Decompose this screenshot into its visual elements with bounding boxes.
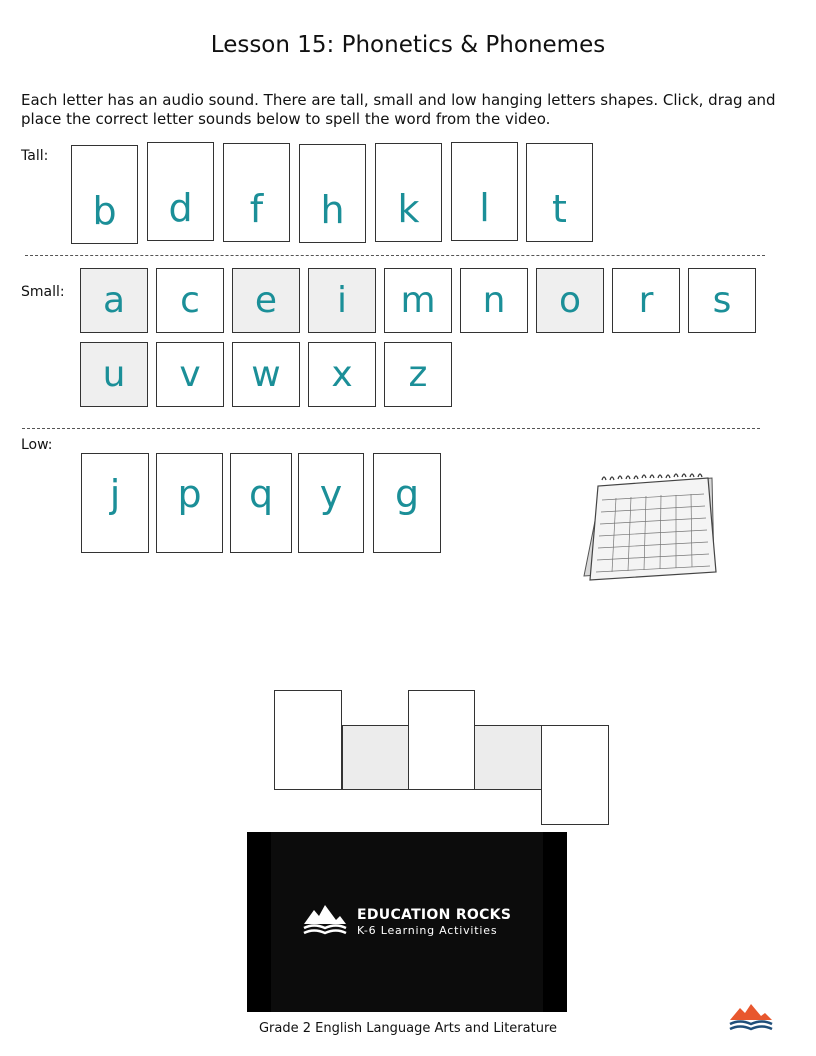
instructions-text: Each letter has an audio sound. There are tall, small and low hanging letters shapes. Click, drag and place the correct letter sounds below to spell the word from the video.: [21, 91, 776, 128]
desk-calendar-icon: [576, 468, 718, 586]
answer-slot-4[interactable]: [474, 725, 542, 790]
letter-tile-v[interactable]: v: [156, 342, 224, 407]
mountain-book-icon: [302, 902, 348, 936]
letter-tile-r[interactable]: r: [612, 268, 680, 333]
row-label-tall: Tall:: [21, 148, 49, 164]
letter-tile-s[interactable]: s: [688, 268, 756, 333]
letter-tile-d[interactable]: d: [147, 142, 214, 241]
row-divider: [22, 428, 760, 429]
letter-tile-p[interactable]: p: [156, 453, 223, 553]
letter-tile-h[interactable]: h: [299, 144, 366, 243]
answer-slot-2[interactable]: [342, 725, 409, 790]
letter-tile-l[interactable]: l: [451, 142, 518, 241]
letter-tile-k[interactable]: k: [375, 143, 442, 242]
letter-tile-t[interactable]: t: [526, 143, 593, 242]
letter-tile-g[interactable]: g: [373, 453, 441, 553]
letter-tile-n[interactable]: n: [460, 268, 528, 333]
answer-slot-5[interactable]: [541, 725, 609, 825]
row-divider: [25, 255, 765, 256]
letter-tile-w[interactable]: w: [232, 342, 300, 407]
mountain-logo-icon: [728, 1002, 774, 1032]
letter-tile-j[interactable]: j: [81, 453, 149, 553]
page-title: Lesson 15: Phonetics & Phonemes: [210, 32, 606, 58]
row-label-low: Low:: [21, 437, 53, 453]
video-brand-name: EDUCATION ROCKS: [357, 907, 512, 923]
answer-slot-3[interactable]: [408, 690, 475, 790]
letter-tile-u[interactable]: u: [80, 342, 148, 407]
letter-tile-m[interactable]: m: [384, 268, 452, 333]
video-player[interactable]: [247, 832, 567, 1012]
row-label-small: Small:: [21, 284, 65, 300]
letter-tile-b[interactable]: b: [71, 145, 138, 244]
footer-caption: Grade 2 English Language Arts and Literature: [258, 1021, 558, 1036]
letter-tile-x[interactable]: x: [308, 342, 376, 407]
letter-tile-e[interactable]: e: [232, 268, 300, 333]
answer-slot-1[interactable]: [274, 690, 342, 790]
letter-tile-i[interactable]: i: [308, 268, 376, 333]
letter-tile-q[interactable]: q: [230, 453, 292, 553]
video-brand-tagline: K-6 Learning Activities: [357, 924, 498, 937]
letter-tile-z[interactable]: z: [384, 342, 452, 407]
letter-tile-o[interactable]: o: [536, 268, 604, 333]
letter-tile-f[interactable]: f: [223, 143, 290, 242]
letter-tile-y[interactable]: y: [298, 453, 364, 553]
letter-tile-a[interactable]: a: [80, 268, 148, 333]
letter-tile-c[interactable]: c: [156, 268, 224, 333]
